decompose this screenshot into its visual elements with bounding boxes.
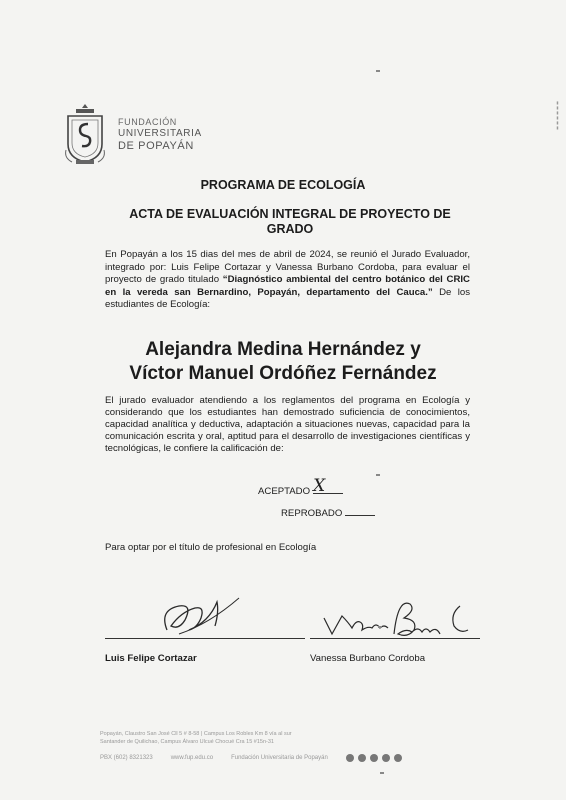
meeting-paragraph: En Popayán a los 15 dias del mes de abril de 2024, se reunió el Jurado Evaluador, integrado por: Luis Felipe Cortazar y Vanessa Burbano Cordoba, para evaluar el proyecto de grado titulado “Diagnóstico ambiental del centro botánico del CRIC en la vereda san Bernardino, Popayán, departamento del Cauca.” De los estudiantes de Ecología:: [105, 249, 470, 310]
scan-speck: [376, 70, 380, 72]
rejected-label: REPROBADO: [281, 508, 343, 519]
instagram-icon: [358, 754, 366, 762]
program-title: PROGRAMA DE ECOLOGÍA: [200, 178, 366, 192]
signature-left: [105, 590, 305, 664]
accepted-blank: [313, 476, 343, 496]
accepted-row: [258, 476, 343, 497]
project-title: “Diagnóstico ambiental del centro botánico del CRIC en la vereda san Bernardino, Popayán, departamento del Cauca.”: [105, 274, 470, 298]
accepted-label: ACEPTADO: [258, 486, 311, 497]
social-icons: [346, 754, 402, 762]
evaluation-paragraph: El jurado evaluador atendiendo a los reglamentos del programa en Ecología y considerando que los estudiantes han demostrado suficiencia de conocimientos, capacidad analítica y deductiva, adaptación a situaciones nuevas, capacidad para la comunicación escrita y oral, aptitud para el desarrollo de investigaciones científicas y tecnológicas, le confiere la calificación de:: [105, 395, 470, 454]
student-names: Alejandra Medina Hernández y Víctor Manuel Ordóñez Fernández: [129, 339, 437, 384]
handwritten-signature-left: [105, 590, 305, 650]
footer-contact: [100, 754, 402, 762]
youtube-icon: [370, 754, 378, 762]
rejected-blank: [345, 506, 375, 516]
twitter-icon: [382, 754, 390, 762]
signature-right: [310, 590, 480, 664]
institution-name: FUNDACIÓN UNIVERSITARIA DE POPAYÁN: [118, 117, 202, 152]
scan-speck: [378, 626, 382, 628]
linkedin-icon: [394, 754, 402, 762]
side-margin-mark: ▮▮▮▮▮▮: [555, 100, 560, 130]
scan-speck: [380, 772, 384, 774]
rejected-row: [281, 506, 375, 519]
facebook-icon: [346, 754, 354, 762]
signer-name-left: Luis Felipe Cortazar: [105, 653, 197, 664]
handwritten-signature-right: [310, 590, 480, 650]
acta-title: ACTA DE EVALUACIÓN INTEGRAL DE PROYECTO DE GRADO: [129, 207, 451, 236]
footer-address: Popayán, Claustro San José Cll 5 # 8-58 | Campus Los Robles Km 8 vía al sur Santander de Quilichao, Campus Álvaro Ulcué Chocué Cra 15 #15n-31: [100, 731, 292, 745]
signer-name-right: Vanessa Burbano Cordoba: [310, 653, 426, 664]
institution-header: [62, 102, 202, 166]
university-seal-icon: [62, 102, 108, 166]
footer-phone: PBX (602) 8321323: [100, 755, 153, 761]
footer-website: www.fup.edu.co: [170, 755, 214, 761]
footer-foundation: Fundación Universitaria de Popayán: [231, 755, 328, 761]
scan-speck: [376, 474, 380, 476]
degree-text: Para optar por el título de profesional en Ecología: [105, 542, 317, 553]
accepted-mark: X: [313, 476, 326, 496]
